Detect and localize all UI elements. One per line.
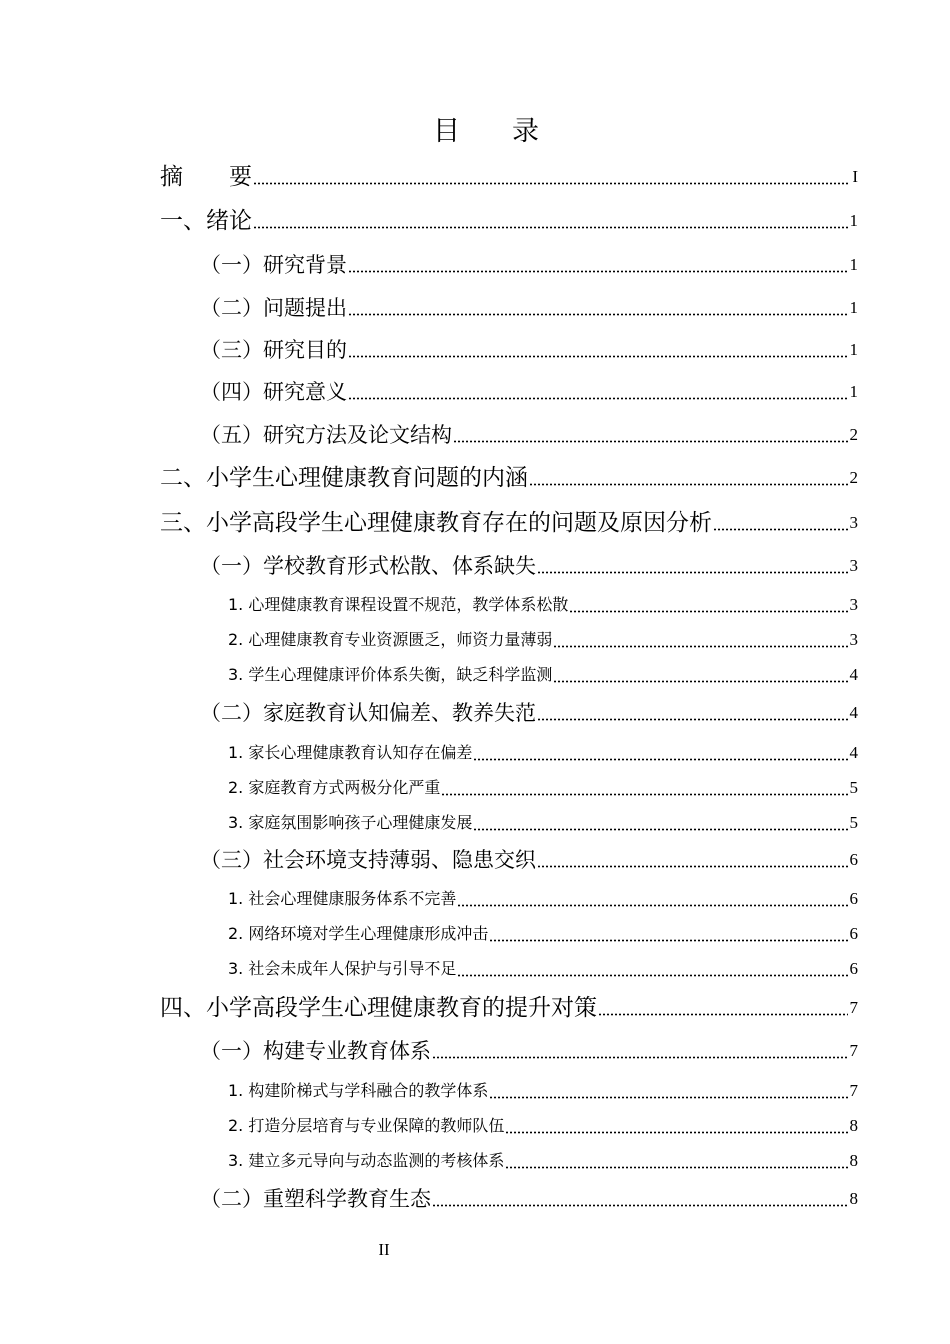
toc-entry-chapter-2[interactable] <box>160 463 858 493</box>
toc-page-number: 6 <box>849 850 858 869</box>
toc-page-number: 4 <box>849 703 858 722</box>
toc-page-number: 1 <box>849 382 858 401</box>
toc-entry-label: （三）研究目的 <box>200 338 347 362</box>
toc-page-number: 7 <box>849 1081 858 1100</box>
toc-entry-label: （一）构建专业教育体系 <box>200 1039 431 1063</box>
dot-leader <box>457 897 847 907</box>
toc-entry-chapter-4[interactable] <box>160 993 858 1023</box>
toc-entry-section[interactable] <box>200 1036 858 1066</box>
dot-leader <box>432 1049 848 1059</box>
dot-leader <box>537 711 848 721</box>
toc-entry-subsection[interactable] <box>228 919 858 949</box>
dot-leader <box>505 1124 847 1134</box>
dot-leader <box>253 219 848 229</box>
dot-leader <box>553 638 847 648</box>
dot-leader <box>569 603 847 613</box>
toc-entry-subsection[interactable] <box>228 738 858 768</box>
toc-page-number: 7 <box>849 998 858 1017</box>
toc-entry-label: （五）研究方法及论文结构 <box>200 423 452 447</box>
toc-entry-label: 一、绪论 <box>160 208 252 234</box>
toc-entry-section[interactable] <box>200 293 858 323</box>
toc-entry-subsection[interactable] <box>228 1146 858 1176</box>
toc-entry-label: 3. 建立多元导向与动态监测的考核体系 <box>228 1151 505 1170</box>
toc-entry-label: 3. 家庭氛围影响孩子心理健康发展 <box>228 813 473 832</box>
toc-entry-label: 1. 心理健康教育课程设置不规范，教学体系松散 <box>228 595 569 614</box>
toc-page-number: 6 <box>849 889 858 908</box>
toc-page-number: 7 <box>849 1041 858 1060</box>
dot-leader <box>553 673 847 683</box>
dot-leader <box>489 932 847 942</box>
toc-entry-chapter-1[interactable] <box>160 206 858 236</box>
toc-entry-section[interactable] <box>200 1184 858 1214</box>
toc-page-number: 3 <box>849 556 858 575</box>
toc-entry-section[interactable] <box>200 377 858 407</box>
toc-entry-label: （一）研究背景 <box>200 253 347 277</box>
toc-page-number: 5 <box>849 778 858 797</box>
toc-entry-label: 2. 心理健康教育专业资源匮乏，师资力量薄弱 <box>228 630 553 649</box>
toc-entry-section[interactable] <box>200 698 858 728</box>
toc-entry-section[interactable] <box>200 551 858 581</box>
toc-entry-section[interactable] <box>200 250 858 280</box>
toc-entry-label: 四、小学高段学生心理健康教育的提升对策 <box>160 995 597 1021</box>
dot-leader <box>432 1197 848 1207</box>
dot-leader <box>253 175 848 185</box>
toc-page-number: 8 <box>849 1116 858 1135</box>
toc-entry-section[interactable] <box>200 420 858 450</box>
dot-leader <box>348 348 848 358</box>
dot-leader <box>529 476 848 486</box>
toc-page-number: I <box>852 167 858 186</box>
toc-entry-label: （一）学校教育形式松散、体系缺失 <box>200 554 536 578</box>
toc-entry-subsection[interactable] <box>228 660 858 690</box>
toc-page-number: 3 <box>849 595 858 614</box>
toc-page-number: 1 <box>849 340 858 359</box>
toc-page-number: 8 <box>849 1151 858 1170</box>
toc-entry-label: （二）问题提出 <box>200 296 347 320</box>
toc-page-number: 1 <box>849 298 858 317</box>
toc-page-number: 6 <box>849 959 858 978</box>
page-footer-number: II <box>378 1240 390 1259</box>
toc-entry-label: 3. 社会未成年人保护与引导不足 <box>228 959 457 978</box>
dot-leader <box>457 967 847 977</box>
dot-leader <box>713 521 848 531</box>
toc-entry-label: 3. 学生心理健康评价体系失衡，缺乏科学监测 <box>228 665 553 684</box>
toc-page-number: 3 <box>849 630 858 649</box>
dot-leader <box>489 1089 847 1099</box>
toc-entry-label: 三、小学高段学生心理健康教育存在的问题及原因分析 <box>160 510 712 536</box>
toc-page-number: 1 <box>849 211 858 230</box>
dot-leader <box>473 751 847 761</box>
toc-entry-abstract[interactable] <box>160 162 858 192</box>
toc-page-number: 1 <box>849 255 858 274</box>
toc-page-number: 6 <box>849 924 858 943</box>
toc-entry-subsection[interactable] <box>228 808 858 838</box>
dot-leader <box>348 263 848 273</box>
toc-entry-subsection[interactable] <box>228 590 858 620</box>
dot-leader <box>348 306 848 316</box>
dot-leader <box>453 433 848 443</box>
dot-leader <box>598 1006 848 1016</box>
toc-entry-chapter-3[interactable] <box>160 508 858 538</box>
toc-entry-label: 1. 构建阶梯式与学科融合的教学体系 <box>228 1081 489 1100</box>
dot-leader <box>537 564 848 574</box>
dot-leader <box>348 390 848 400</box>
toc-entry-label: 摘 要 <box>160 164 252 190</box>
toc-page-number: 5 <box>849 813 858 832</box>
toc-entry-subsection[interactable] <box>228 625 858 655</box>
toc-page-number: 4 <box>849 743 858 762</box>
toc-page-number: 2 <box>849 468 858 487</box>
toc-entry-label: 1. 家长心理健康教育认知存在偏差 <box>228 743 473 762</box>
dot-leader <box>441 786 847 796</box>
toc-entry-label: （二）重塑科学教育生态 <box>200 1187 431 1211</box>
toc-entry-label: （三）社会环境支持薄弱、隐患交织 <box>200 848 536 872</box>
toc-entry-section[interactable] <box>200 845 858 875</box>
toc-entry-label: 2. 网络环境对学生心理健康形成冲击 <box>228 924 489 943</box>
toc-page-number: 4 <box>849 665 858 684</box>
dot-leader <box>505 1159 847 1169</box>
toc-entry-label: （四）研究意义 <box>200 380 347 404</box>
toc-entry-subsection[interactable] <box>228 773 858 803</box>
toc-page-number: 3 <box>849 513 858 532</box>
toc-entry-subsection[interactable] <box>228 1076 858 1106</box>
toc-title: 目录 <box>433 116 591 147</box>
toc-entry-subsection[interactable] <box>228 884 858 914</box>
toc-page-number: 2 <box>849 425 858 444</box>
toc-entry-subsection[interactable] <box>228 954 858 984</box>
toc-entry-subsection[interactable] <box>228 1111 858 1141</box>
toc-entry-label: （二）家庭教育认知偏差、教养失范 <box>200 701 536 725</box>
toc-entry-label: 1. 社会心理健康服务体系不完善 <box>228 889 457 908</box>
dot-leader <box>473 821 847 831</box>
toc-entry-label: 2. 家庭教育方式两极分化严重 <box>228 778 441 797</box>
toc-entry-section[interactable] <box>200 335 858 365</box>
toc-page-number: 8 <box>849 1189 858 1208</box>
toc-entry-label: 2. 打造分层培育与专业保障的教师队伍 <box>228 1116 505 1135</box>
dot-leader <box>537 858 848 868</box>
toc-entry-label: 二、小学生心理健康教育问题的内涵 <box>160 465 528 491</box>
